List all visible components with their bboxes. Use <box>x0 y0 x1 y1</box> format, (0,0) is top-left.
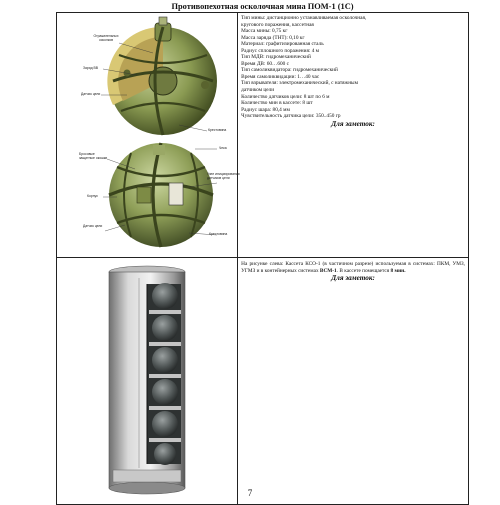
spec-line: Количество датчиков цели: 8 шт по 6 м <box>241 93 330 100</box>
cassette-desc-part1: На рисунке слева: Кассета КСО-1 (в частичном разрезе) используемая в системах: ПКМ, УМЗ, УГМЗ и в контейнерных системах <box>241 261 465 274</box>
notes-label: Для заметок: <box>331 119 375 128</box>
cassette-desc-bold1: ВСМ-1 <box>319 267 337 274</box>
notes-label-2: Для заметок: <box>331 274 375 283</box>
spec-line: Радиус сплошного поражения: 4 м <box>241 47 320 54</box>
callout-windows: Бросовые защитные окошки <box>79 152 108 160</box>
callout-init-unit: Узел инициирования датчиков цели <box>207 172 240 180</box>
callout-sensor-bottom: Датчик цели <box>83 224 103 228</box>
cassette-text-cell <box>238 258 469 505</box>
page <box>56 0 469 500</box>
callout-cross-bottom: Крестовина <box>209 232 228 236</box>
callout-sensor-top: Датчик цели <box>81 92 101 96</box>
mine-illustration-cell <box>57 13 238 258</box>
cassette-description <box>241 261 465 274</box>
callout-cross-top: Крестовина <box>208 128 227 132</box>
spec-line: Радиус шара: 80,4 мм <box>241 106 290 113</box>
spec-line: Тип МДВ: гидромеханический <box>241 54 311 61</box>
mine-cutaway-image <box>57 13 243 258</box>
callout-charge: Заряд ВВ <box>83 66 99 70</box>
page-number: 7 <box>247 488 253 498</box>
spec-line: Тип мины: дистанционно устанавливаемая осколочная, <box>241 15 367 21</box>
spec-line: датчиком цели <box>241 87 275 94</box>
spec-line: Масса заряда (ТНТ): 0,10 кг <box>241 34 305 41</box>
spec-line: кругового поражения, кассетная <box>241 21 314 28</box>
cassette-desc-bold2: 8 мин. <box>390 267 406 274</box>
spec-text-cell <box>238 13 469 258</box>
spec-line: Чувствительность датчика цели: 350..450 гр <box>241 113 341 120</box>
page-title: Противопехотная осколочная мина ПОМ-1 (1С) <box>171 2 354 11</box>
cassette-image <box>57 258 243 505</box>
cassette-desc-part2: . В кассете помещается <box>336 267 391 274</box>
callout-pin: Чека <box>219 146 227 150</box>
spec-line: Материал: графитизированная сталь <box>241 41 324 48</box>
spec-line: Время ДВ: 60…600 с <box>241 60 289 67</box>
spec-table <box>56 12 469 505</box>
spec-line: Время самоликвидации: 1…40 час <box>241 73 320 80</box>
spec-line: Тип взрывателя: электромеханический, с натяжным <box>241 80 358 87</box>
spec-line: Тип самоликвидатора: гидромеханический <box>241 67 338 74</box>
spec-line: Масса мины: 0,75 кг <box>241 28 288 35</box>
callout-body: Корпус <box>87 194 98 198</box>
cassette-illustration-cell <box>57 258 238 505</box>
spec-list <box>241 15 465 120</box>
callout-fragments: Отражательных осколков <box>93 34 119 42</box>
spec-line: Количество мин в кассете: 8 шт <box>241 100 313 107</box>
